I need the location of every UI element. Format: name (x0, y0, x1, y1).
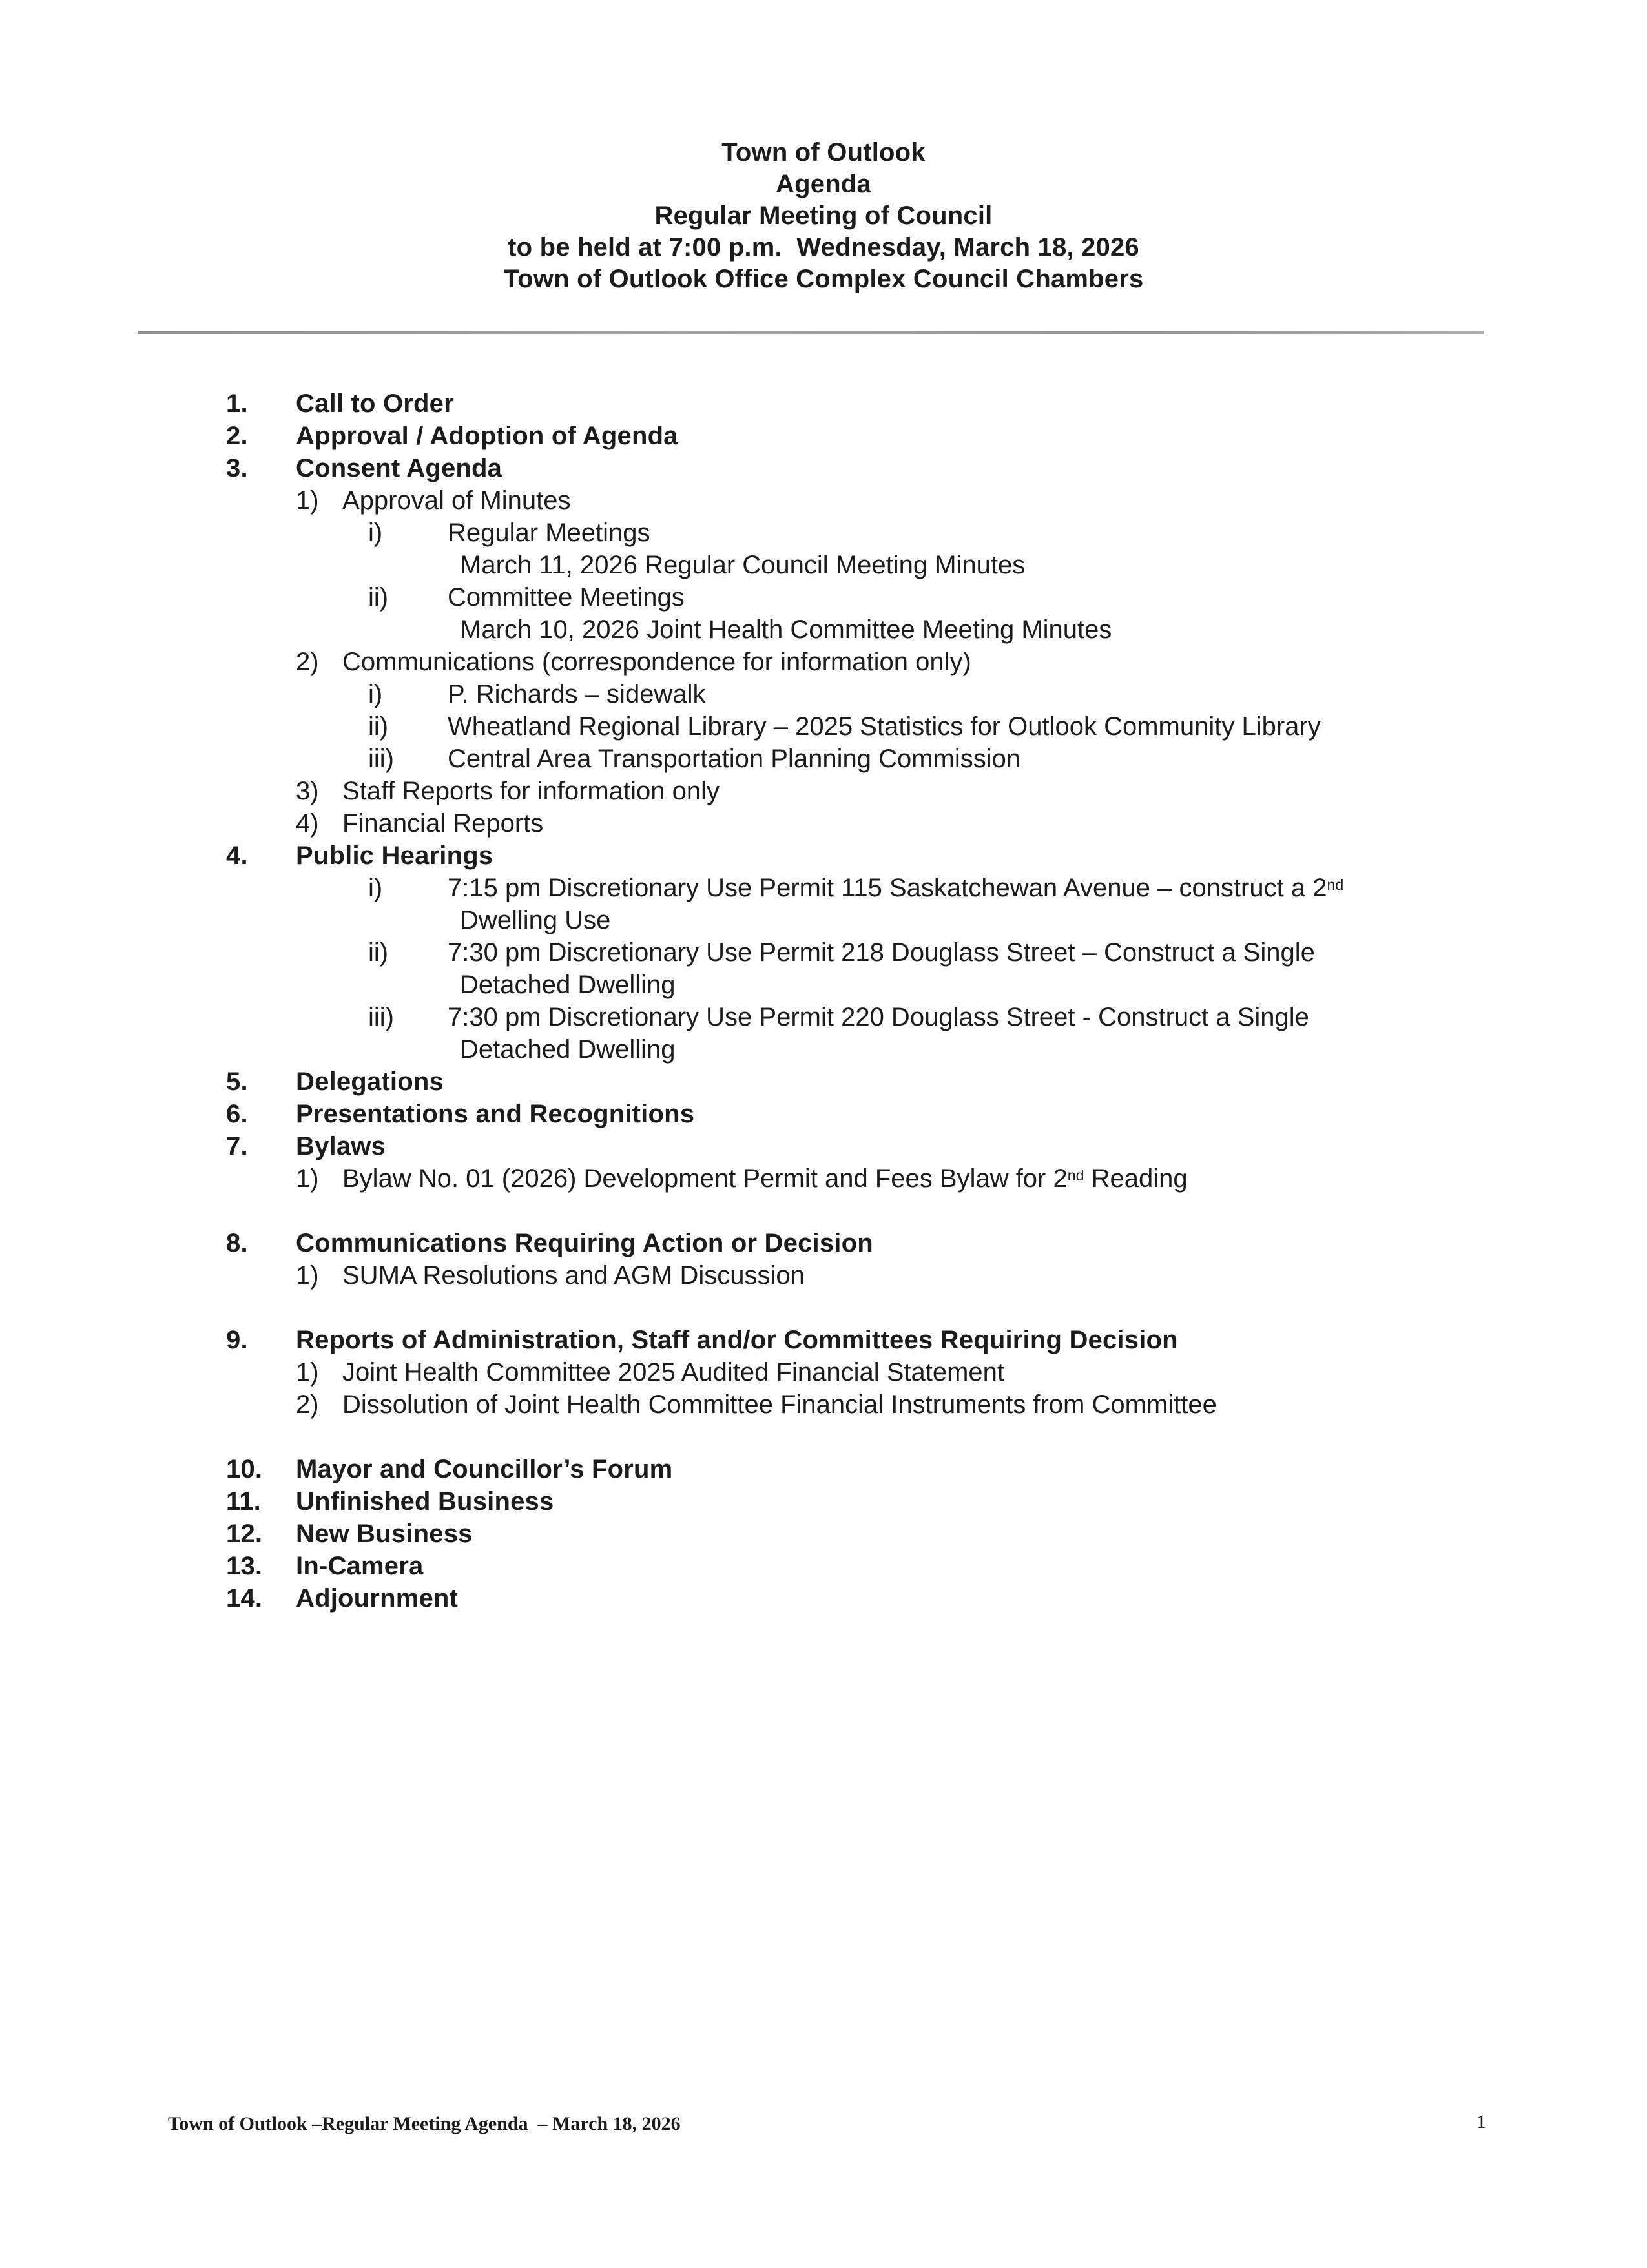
agenda-section (0, 452, 1647, 484)
item-marker: i) (368, 874, 383, 902)
item-text: Communications Requiring Action or Decision (296, 1229, 873, 1257)
item-text: Wheatland Regional Library – 2025 Statistics for Outlook Community Library (448, 712, 1321, 741)
item-text: Bylaw No. 01 (2026) Development Permit and Fees Bylaw for 2nd Reading (342, 1164, 1188, 1193)
agenda-subitem (0, 775, 1647, 807)
item-marker: 7. (226, 1132, 248, 1160)
agenda-subitem (0, 646, 1647, 678)
item-marker: ii) (368, 583, 389, 612)
item-text: Regular Meetings (448, 519, 650, 547)
item-marker: iii) (368, 745, 394, 773)
item-text: Consent Agenda (296, 454, 502, 482)
item-text: March 11, 2026 Regular Council Meeting Minutes (460, 551, 1026, 579)
agenda-roman-subitem (0, 936, 1647, 969)
agenda-section (0, 1453, 1647, 1485)
item-marker: 9. (226, 1326, 248, 1354)
item-text: Staff Reports for information only (342, 777, 720, 805)
agenda-roman-subitem (0, 743, 1647, 775)
agenda-section (0, 387, 1647, 420)
agenda-section (0, 420, 1647, 452)
item-text: 7:30 pm Discretionary Use Permit 218 Douglass Street – Construct a Single (448, 938, 1315, 967)
item-marker: 1) (296, 1261, 319, 1290)
item-marker: 8. (226, 1229, 248, 1257)
item-text: Dwelling Use (460, 906, 611, 934)
item-marker: ii) (368, 712, 389, 741)
agenda-roman-subitem (0, 517, 1647, 549)
item-text: March 10, 2026 Joint Health Committee Meeting Minutes (460, 615, 1112, 644)
agenda-roman-subitem (0, 1001, 1647, 1033)
agenda-continuation-line (0, 904, 1647, 936)
item-marker: 1) (296, 486, 319, 515)
item-text: In-Camera (296, 1552, 424, 1580)
item-text: New Business (296, 1520, 473, 1548)
agenda-roman-subitem (0, 710, 1647, 743)
agenda-subitem (0, 484, 1647, 517)
item-text: Adjournment (296, 1584, 459, 1613)
agenda-blank-line (0, 1292, 1647, 1324)
page-number: 1 (1476, 2111, 1486, 2132)
item-text: Dissolution of Joint Health Committee Financial Instruments from Committee (342, 1390, 1217, 1419)
agenda-list (0, 387, 1647, 1614)
agenda-subitem (0, 1356, 1647, 1388)
footer-document-title: Town of Outlook –Regular Meeting Agenda – March 18, 2026 (168, 2113, 681, 2134)
agenda-blank-line (0, 1421, 1647, 1453)
item-text: Unfinished Business (296, 1487, 554, 1516)
agenda-section (0, 1485, 1647, 1518)
org-name: Town of Outlook (721, 138, 926, 167)
agenda-subitem (0, 807, 1647, 840)
item-marker: 6. (226, 1100, 248, 1128)
item-text: Communications (correspondence for information only) (342, 648, 971, 676)
agenda-roman-subitem (0, 581, 1647, 613)
item-text: 7:30 pm Discretionary Use Permit 220 Douglass Street - Construct a Single (448, 1003, 1309, 1031)
item-marker: i) (368, 680, 383, 708)
agenda-section (0, 1066, 1647, 1098)
item-marker: 13. (226, 1552, 263, 1580)
item-marker: iii) (368, 1003, 394, 1031)
item-text: Mayor and Councillor’s Forum (296, 1455, 673, 1483)
item-marker: 14. (226, 1584, 263, 1613)
superscript-ordinal: nd (1327, 876, 1344, 894)
meeting-type: Regular Meeting of Council (654, 201, 993, 230)
item-marker: 1) (296, 1358, 319, 1387)
agenda-section (0, 1227, 1647, 1259)
agenda-section (0, 1098, 1647, 1130)
item-text: Approval of Minutes (342, 486, 571, 515)
agenda-continuation-line (0, 969, 1647, 1001)
item-text: SUMA Resolutions and AGM Discussion (342, 1261, 805, 1290)
agenda-roman-subitem (0, 678, 1647, 710)
agenda-section (0, 1518, 1647, 1550)
item-marker: 11. (226, 1487, 261, 1516)
agenda-subitem (0, 1162, 1647, 1195)
item-marker: 4) (296, 809, 319, 838)
header-divider (138, 331, 1484, 334)
agenda-section (0, 1582, 1647, 1614)
agenda-subitem (0, 1388, 1647, 1421)
meeting-location: Town of Outlook Office Complex Council Chambers (503, 265, 1144, 293)
item-marker: 1. (226, 389, 248, 418)
item-text: Call to Order (296, 389, 454, 418)
doc-type: Agenda (776, 170, 871, 198)
item-text: Reports of Administration, Staff and/or Committees Requiring Decision (296, 1326, 1178, 1354)
agenda-section (0, 840, 1647, 872)
agenda-continuation-line (0, 613, 1647, 646)
item-marker: 12. (226, 1520, 263, 1548)
agenda-section (0, 1324, 1647, 1356)
agenda-continuation-line (0, 549, 1647, 581)
item-text: Detached Dwelling (460, 971, 676, 999)
item-marker: 3) (296, 777, 319, 805)
agenda-section (0, 1130, 1647, 1162)
item-marker: 4. (226, 841, 248, 870)
item-text: Bylaws (296, 1132, 386, 1160)
meeting-datetime: to be held at 7:00 p.m. Wednesday, March 18, 2026 (508, 233, 1139, 262)
agenda-subitem (0, 1259, 1647, 1292)
item-marker: 5. (226, 1067, 248, 1096)
item-text: Public Hearings (296, 841, 493, 870)
item-text: Approval / Adoption of Agenda (296, 422, 678, 450)
agenda-continuation-line (0, 1033, 1647, 1066)
item-marker: 2) (296, 1390, 319, 1419)
agenda-blank-line (0, 1195, 1647, 1227)
item-marker: 1) (296, 1164, 319, 1193)
item-text: Financial Reports (342, 809, 544, 838)
superscript-ordinal: nd (1067, 1167, 1084, 1184)
item-text: 7:15 pm Discretionary Use Permit 115 Saskatchewan Avenue – construct a 2nd (448, 874, 1344, 902)
item-text: Presentations and Recognitions (296, 1100, 695, 1128)
document-header (0, 137, 1647, 295)
agenda-roman-subitem (0, 872, 1647, 904)
item-text: P. Richards – sidewalk (448, 680, 706, 708)
agenda-section (0, 1550, 1647, 1582)
item-text: Detached Dwelling (460, 1035, 676, 1064)
item-marker: 2. (226, 422, 248, 450)
item-marker: 10. (226, 1455, 263, 1483)
item-marker: 2) (296, 648, 319, 676)
item-text: Delegations (296, 1067, 444, 1096)
item-text: Joint Health Committee 2025 Audited Financial Statement (342, 1358, 1005, 1387)
item-marker: 3. (226, 454, 248, 482)
item-marker: ii) (368, 938, 389, 967)
item-text: Committee Meetings (448, 583, 685, 612)
item-marker: i) (368, 519, 383, 547)
item-text: Central Area Transportation Planning Commission (448, 745, 1021, 773)
